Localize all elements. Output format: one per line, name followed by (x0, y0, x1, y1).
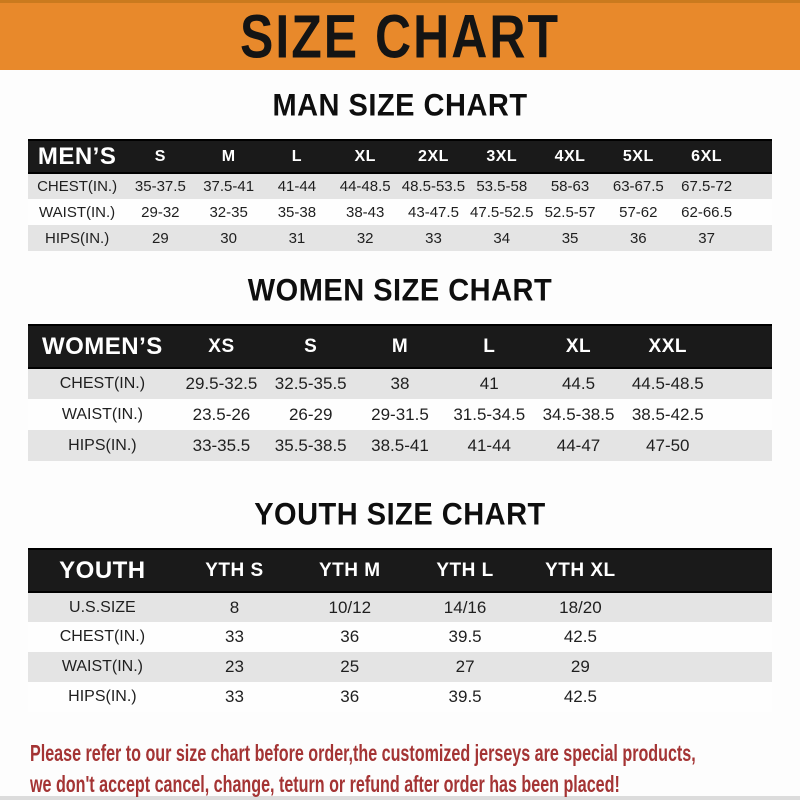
size-cell: 37 (698, 229, 715, 247)
size-cell: 41 (479, 374, 499, 393)
section-title-man: MAN SIZE CHART (272, 88, 528, 124)
size-cell: 62-66.5 (681, 203, 733, 221)
size-cell: 39.5 (448, 687, 482, 706)
size-cell: 38.5-42.5 (631, 404, 704, 424)
row-label: U.S.SIZE (69, 598, 136, 616)
row-spacer-cell (638, 622, 772, 652)
size-cell: 36 (340, 687, 360, 706)
size-cell: 14/16 (443, 597, 487, 617)
table-row (28, 652, 772, 682)
column-header: M (355, 325, 444, 368)
column-header: 3XL (468, 140, 536, 173)
row-spacer-cell (638, 682, 772, 712)
size-cell: 42.5 (563, 687, 597, 706)
header-spacer-cell (638, 549, 772, 592)
size-cell: 67.5-72 (681, 178, 733, 195)
size-cell: 36 (629, 229, 647, 247)
size-cell: 38-43 (346, 203, 385, 221)
size-cell: 18/20 (559, 597, 602, 617)
size-cell: 27 (455, 657, 475, 676)
size-cell: 63-67.5 (612, 178, 664, 195)
size-cell: 39.5 (448, 627, 482, 646)
column-header: 5XL (604, 140, 672, 173)
row-label: WAIST(IN.) (61, 658, 143, 675)
size-cell: 31 (288, 229, 306, 247)
column-header: XL (534, 325, 623, 368)
size-cell: 10/12 (328, 597, 372, 617)
row-spacer-cell (712, 368, 772, 399)
size-cell: 47-50 (646, 435, 690, 455)
size-cell: 32-35 (209, 203, 248, 221)
size-cell: 25 (340, 657, 360, 676)
column-header: 6XL (672, 140, 740, 173)
size-cell: 23.5-26 (192, 404, 251, 424)
size-cell: 29.5-32.5 (185, 374, 258, 393)
row-spacer-cell (741, 225, 772, 251)
table-header-row (28, 549, 772, 592)
row-spacer-cell (638, 592, 772, 622)
page-title: SIZE CHART (240, 2, 560, 71)
row-spacer-cell (712, 430, 772, 461)
row-label: HIPS(IN.) (68, 436, 137, 454)
size-cell: 42.5 (563, 627, 597, 646)
size-cell: 33 (224, 687, 244, 706)
size-cell: 52.5-57 (544, 203, 596, 221)
size-cell: 32 (356, 229, 374, 247)
table-group-label: WOMEN’S (28, 325, 177, 368)
size-cell: 57-62 (619, 203, 658, 221)
header-spacer-cell (712, 325, 772, 368)
table-row (28, 682, 772, 712)
size-cell: 41-44 (277, 178, 317, 195)
table-group-label: MEN’S (28, 140, 126, 173)
column-header: S (266, 325, 355, 368)
table-row (28, 592, 772, 622)
size-cell: 35-37.5 (134, 178, 186, 195)
size-cell: 33-35.5 (192, 435, 251, 455)
row-spacer-cell (741, 199, 772, 225)
row-label: CHEST(IN.) (37, 178, 118, 195)
row-spacer-cell (712, 399, 772, 430)
size-cell: 34 (493, 229, 511, 247)
size-cell: 58-63 (550, 178, 590, 195)
size-cell: 48.5-53.5 (401, 178, 466, 195)
column-header: XL (331, 140, 399, 173)
table-row (28, 368, 772, 399)
disclaimer-line-1: Please refer to our size chart before order,the customized jerseys are special products, (30, 740, 696, 766)
row-spacer-cell (741, 173, 772, 199)
women-size-table (28, 324, 772, 461)
row-spacer-cell (638, 652, 772, 682)
size-cell: 44-48.5 (339, 178, 391, 195)
row-label: WAIST(IN.) (61, 405, 143, 423)
table-row (28, 622, 772, 652)
section-title-youth: YOUTH SIZE CHART (254, 497, 546, 533)
table-row (28, 173, 772, 199)
column-header: M (194, 140, 262, 173)
column-header: 4XL (536, 140, 604, 173)
table-row (28, 225, 772, 251)
column-header: L (263, 140, 331, 173)
size-cell: 35-38 (277, 203, 317, 221)
size-cell: 29-31.5 (371, 404, 429, 424)
column-header: YTH M (292, 549, 407, 592)
men-size-table (28, 139, 772, 251)
youth-size-table (28, 548, 772, 712)
row-label: HIPS(IN.) (45, 229, 110, 247)
size-cell: 41-44 (467, 435, 511, 455)
size-cell: 23 (224, 657, 244, 676)
size-cell: 33 (224, 627, 244, 646)
disclaimer (0, 738, 800, 800)
size-cell: 33 (425, 229, 442, 247)
row-label: HIPS(IN.) (68, 688, 137, 705)
size-cell: 34.5-38.5 (542, 404, 615, 424)
table-row (28, 399, 772, 430)
table-group-label: YOUTH (28, 549, 177, 592)
size-cell: 29 (152, 229, 169, 247)
column-header: S (126, 140, 194, 173)
header-spacer-cell (741, 140, 772, 173)
column-header: YTH L (407, 549, 522, 592)
column-header: XXL (623, 325, 712, 368)
table-row (28, 199, 772, 225)
size-cell: 37.5-41 (203, 178, 255, 195)
size-cell: 35 (561, 229, 579, 247)
section-title-women: WOMEN SIZE CHART (247, 273, 553, 309)
size-cell: 29 (570, 657, 590, 676)
table-header-row (28, 140, 772, 173)
size-cell: 44-47 (556, 435, 601, 455)
size-cell: 36 (340, 627, 360, 646)
column-header: XS (177, 325, 266, 368)
table-header-row (28, 325, 772, 368)
size-cell: 43-47.5 (408, 203, 459, 221)
column-header: L (445, 325, 534, 368)
row-label: CHEST(IN.) (59, 375, 146, 392)
size-cell: 32.5-35.5 (274, 374, 347, 393)
size-cell: 38 (390, 374, 410, 393)
disclaimer-line-2: we don't accept cancel, change, teturn or refund after order has been placed! (30, 771, 620, 797)
size-cell: 38.5-41 (371, 435, 429, 455)
banner (0, 0, 800, 70)
size-cell: 26-29 (288, 404, 333, 424)
column-header: 2XL (399, 140, 467, 173)
size-cell: 35.5-38.5 (274, 435, 347, 455)
table-row (28, 430, 772, 461)
size-cell: 30 (220, 229, 237, 247)
size-cell: 8 (229, 597, 240, 617)
column-header: YTH S (177, 549, 292, 592)
size-cell: 29-32 (141, 203, 180, 221)
row-label: WAIST(IN.) (39, 203, 116, 221)
size-cell: 31.5-34.5 (453, 404, 526, 424)
size-cell: 53.5-58 (476, 178, 528, 195)
size-cell: 44.5 (561, 374, 596, 393)
column-header: YTH XL (523, 549, 638, 592)
size-cell: 47.5-52.5 (470, 203, 534, 221)
size-cell: 44.5-48.5 (631, 374, 704, 393)
row-label: CHEST(IN.) (59, 628, 146, 645)
